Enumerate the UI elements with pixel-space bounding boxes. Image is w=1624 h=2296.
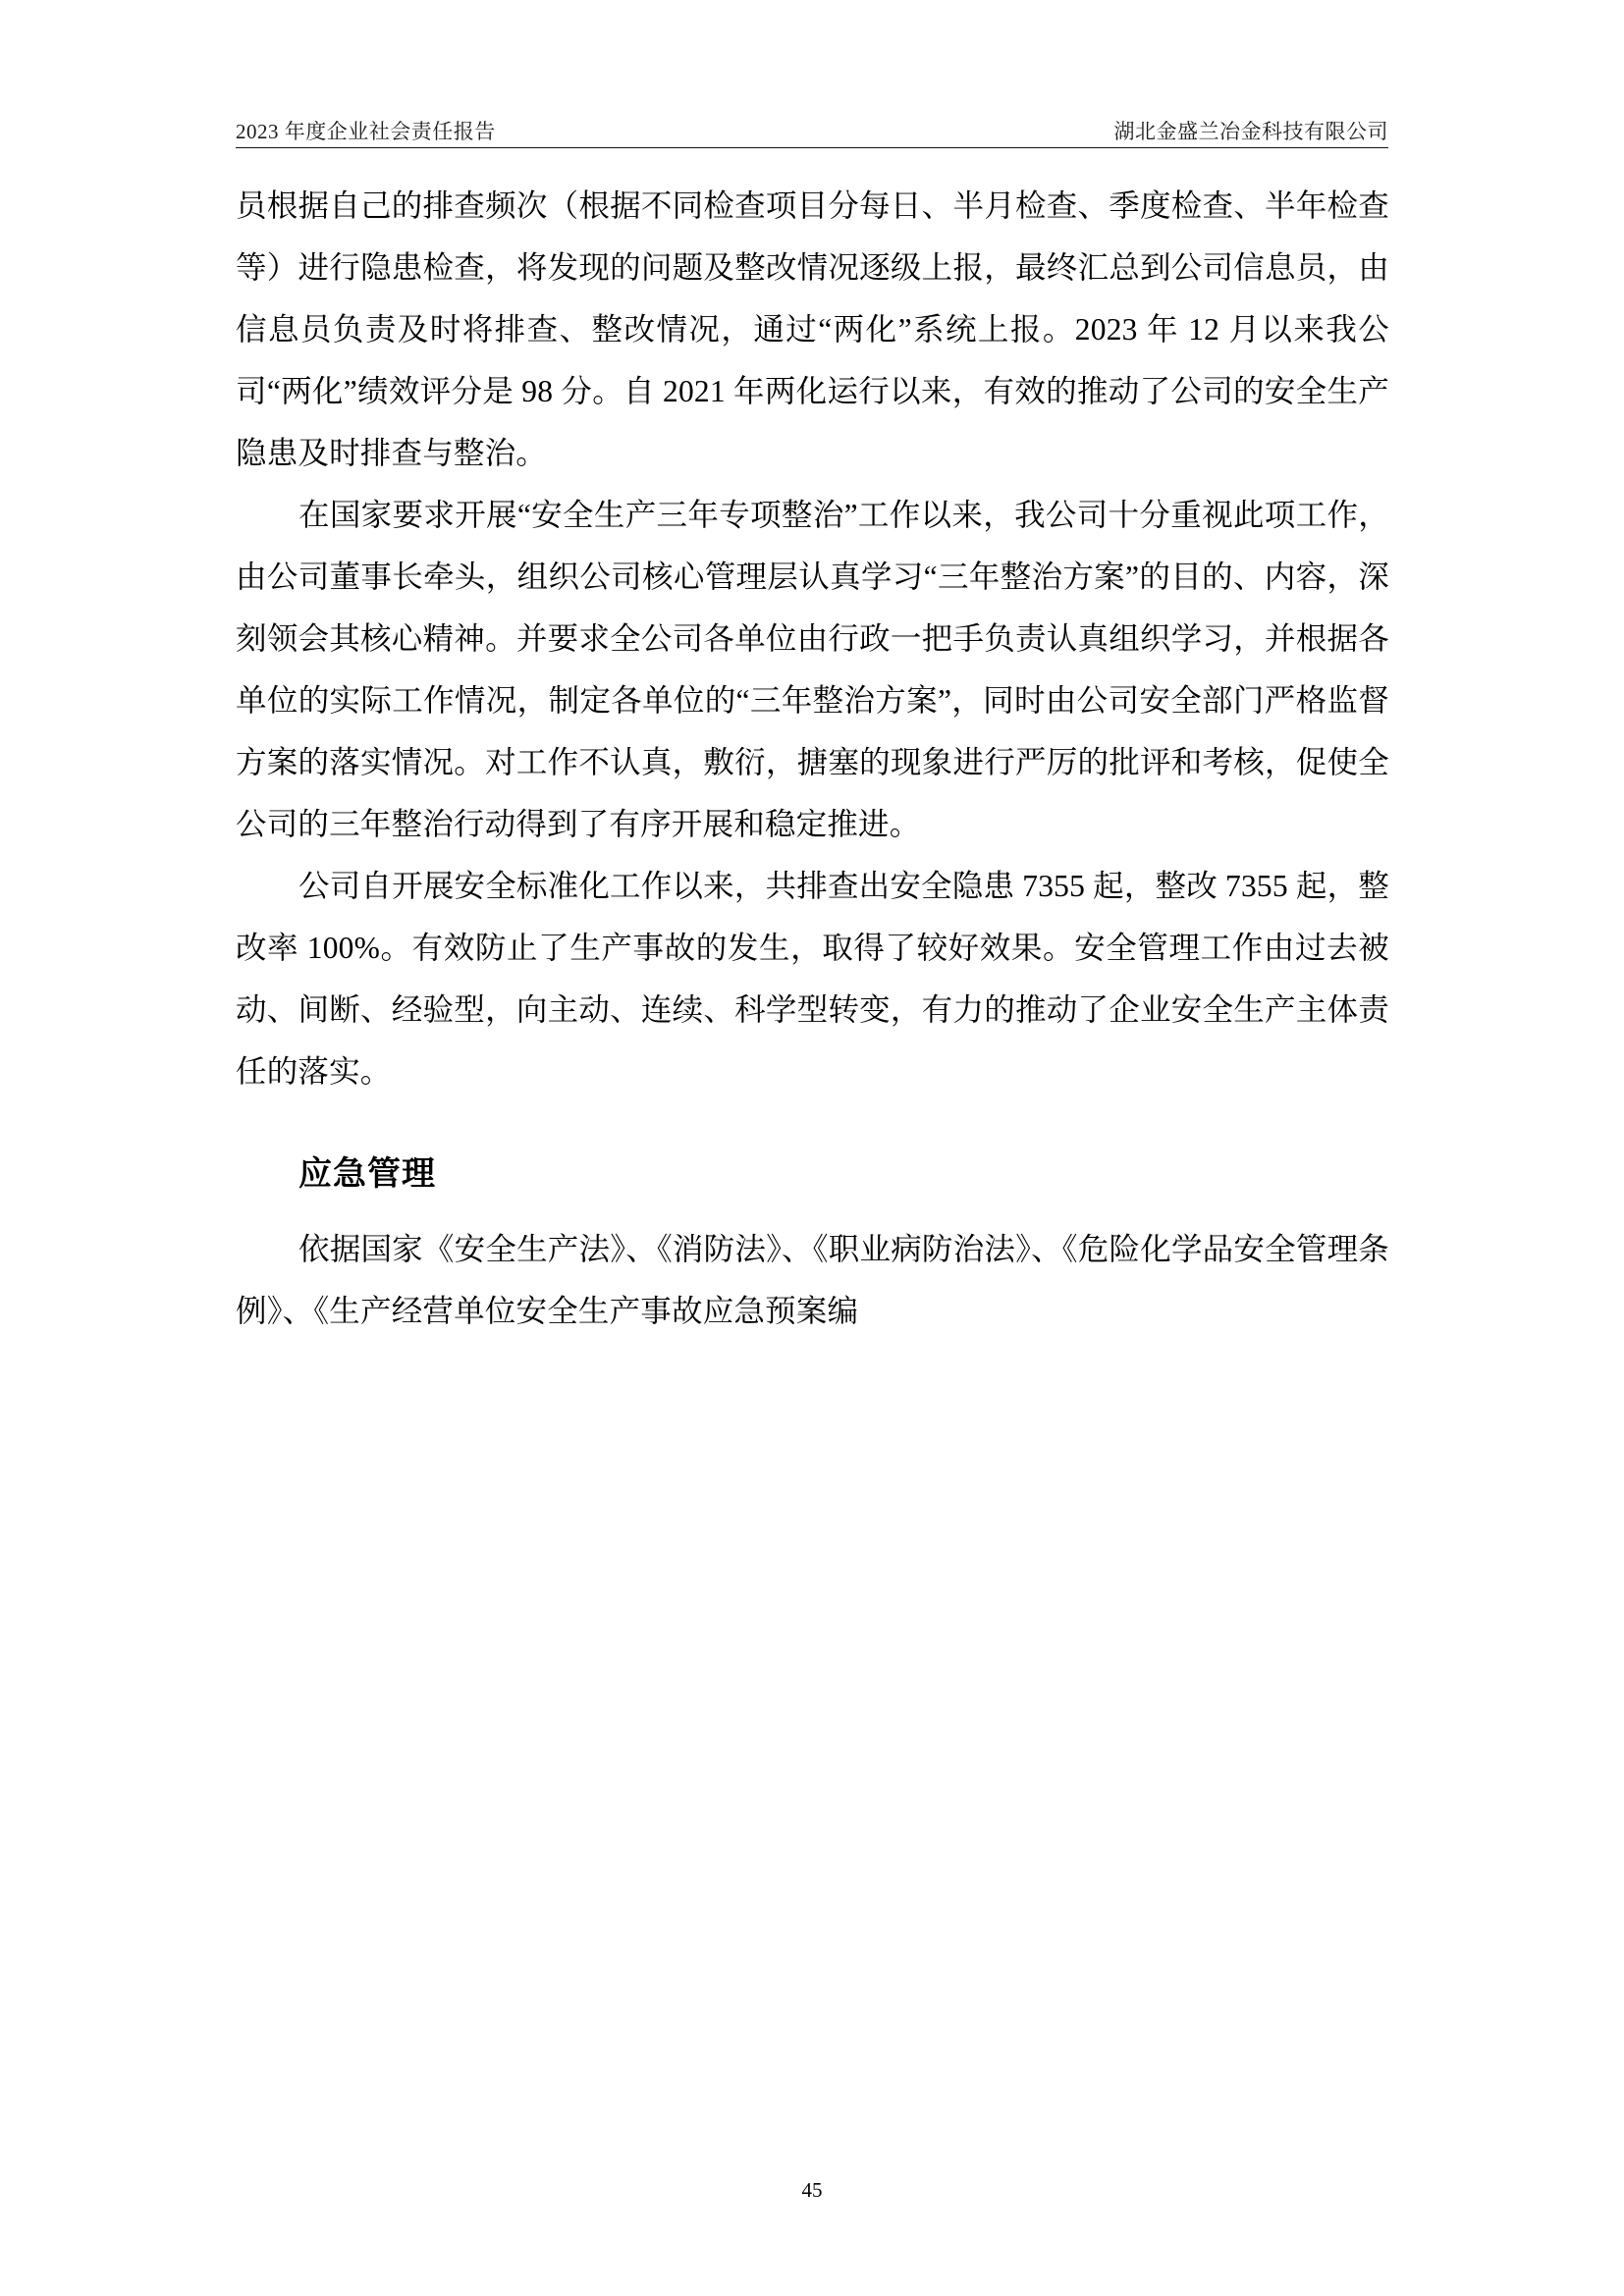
paragraph-inspection-frequency: 员根据自己的排查频次（根据不同检查项目分每日、半月检查、季度检查、半年检查等）进行隐患检查，将发现的问题及整改情况逐级上报，最终汇总到公司信息员，由信息员负责及时将排查、整改情况，通过“两化”系统上报。2023 年 12 月以来我公司“两化”绩效评分是 98 分。自 2021 年两化运行以来，有效的推动了公司的安全生产隐患及时排查与整治。 [236, 188, 1390, 470]
page-number: 45 [801, 2178, 823, 2202]
page-content [236, 175, 1389, 1342]
header-company-name: 湖北金盛兰冶金科技有限公司 [1113, 120, 1388, 143]
paragraph-regulations-basis: 依据国家《安全生产法》、《消防法》、《职业病防治法》、《危险化学品安全管理条例》、《生产经营单位安全生产事故应急预案编 [236, 1232, 1389, 1328]
section-heading-emergency-management: 应急管理 [298, 1154, 436, 1194]
header-divider [236, 147, 1388, 148]
page-header [236, 116, 1388, 145]
paragraph-three-year-rectification: 在国家要求开展“安全生产三年专项整治”工作以来，我公司十分重视此项工作，由公司董事长牵头，组织公司核心管理层认真学习“三年整治方案”的目的、内容，深刻领会其核心精神。并要求全公司各单位由行政一把手负责认真组织学习，并根据各单位的实际工作情况，制定各单位的“三年整治方案”，同时由公司安全部门严格监督方案的落实情况。对工作不认真，敷衍，搪塞的现象进行严厉的批评和考核，促使全公司的三年整治行动得到了有序开展和稳定推进。 [236, 498, 1389, 841]
header-report-title: 2023 年度企业社会责任报告 [236, 120, 496, 143]
paragraph-hazard-statistics: 公司自开展安全标准化工作以来，共排查出安全隐患 7355 起，整改 7355 起，整改率 100%。有效防止了生产事故的发生，取得了较好效果。安全管理工作由过去被动、间断、经验型，向主动、连续、科学型转变，有力的推动了企业安全生产主体责任的落实。 [236, 869, 1389, 1089]
